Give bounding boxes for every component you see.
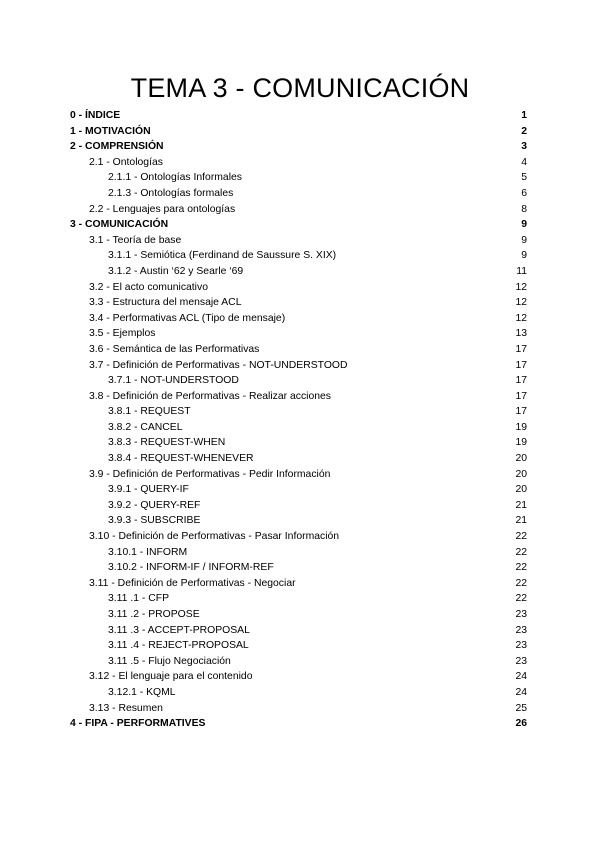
toc-entry-label: 2.1 - Ontologías — [89, 156, 163, 168]
toc-entry[interactable] — [70, 529, 527, 545]
toc-entry-label: 3.9.2 - QUERY-REF — [108, 499, 201, 511]
toc-entry-page-number: 20 — [515, 453, 527, 465]
toc-entry-page-number: 17 — [515, 406, 527, 418]
toc-entry[interactable] — [70, 545, 527, 561]
toc-entry[interactable] — [70, 186, 527, 202]
toc-entry[interactable] — [70, 280, 527, 296]
toc-entry-page-number: 24 — [515, 671, 527, 683]
toc-entry-page-number: 3 — [521, 141, 527, 153]
toc-entry-page-number: 25 — [515, 702, 527, 714]
toc-entry[interactable] — [70, 607, 527, 623]
toc-entry-label: 3.11 .1 - CFP — [108, 593, 170, 605]
toc-entry[interactable] — [70, 264, 527, 280]
toc-entry[interactable] — [70, 217, 527, 233]
toc-entry-label: 0 - ÍNDICE — [70, 110, 121, 121]
toc-entry-page-number: 23 — [515, 655, 527, 667]
toc-entry[interactable] — [70, 404, 527, 420]
toc-entry[interactable] — [70, 155, 527, 171]
toc-entry-page-number: 24 — [515, 686, 527, 698]
toc-entry-page-number: 12 — [515, 312, 527, 324]
toc-entry[interactable] — [70, 373, 527, 389]
toc-entry[interactable] — [70, 498, 527, 514]
toc-entry-page-number: 17 — [515, 359, 527, 371]
toc-entry-page-number: 1 — [521, 110, 527, 121]
toc-entry-label: 3.4 - Performativas ACL (Tipo de mensaje) — [89, 312, 286, 324]
toc-entry-page-number: 23 — [515, 640, 527, 652]
toc-entry-label: 3.1.1 - Semiótica (Ferdinand de Saussure S. XIX) — [108, 250, 337, 262]
toc-entry[interactable] — [70, 576, 527, 592]
toc-entry[interactable] — [70, 435, 527, 451]
toc-entry-label: 2.2 - Lenguajes para ontologías — [89, 203, 236, 215]
toc-entry-label: 3 - COMUNICACIÓN — [70, 219, 169, 231]
toc-entry-label: 3.1.2 - Austin ‘62 y Searle ‘69 — [108, 265, 244, 277]
toc-entry[interactable] — [70, 233, 527, 249]
toc-entry[interactable] — [70, 326, 527, 342]
toc-entry-label: 3.7.1 - NOT-UNDERSTOOD — [108, 375, 239, 387]
toc-entry[interactable] — [70, 623, 527, 639]
toc-entry[interactable] — [70, 358, 527, 374]
toc-entry-label: 3.8.4 - REQUEST-WHENEVER — [108, 453, 254, 465]
toc-entry[interactable] — [70, 669, 527, 685]
toc-entry-page-number: 23 — [515, 624, 527, 636]
toc-entry-page-number: 5 — [521, 172, 527, 184]
toc-entry-page-number: 17 — [515, 375, 527, 387]
toc-entry-label: 3.10 - Definición de Performativas - Pasar Información — [89, 531, 340, 543]
toc-entry-label: 2.1.3 - Ontologías formales — [108, 187, 234, 199]
toc-entry[interactable] — [70, 685, 527, 701]
toc-entry[interactable] — [70, 716, 527, 732]
toc-entry-page-number: 12 — [515, 297, 527, 309]
toc-entry-label: 3.12.1 - KQML — [108, 686, 176, 698]
toc-entry-label: 3.11 .5 - Flujo Negociación — [108, 655, 231, 667]
toc-entry[interactable] — [70, 513, 527, 529]
toc-entry[interactable] — [70, 654, 527, 670]
toc-entry[interactable] — [70, 482, 527, 498]
toc-entry-label: 3.8.3 - REQUEST-WHEN — [108, 437, 226, 449]
toc-entry-label: 3.11 .3 - ACCEPT-PROPOSAL — [108, 624, 250, 636]
toc-entry-page-number: 13 — [515, 328, 527, 340]
toc-entry-label: 3.9.3 - SUBSCRIBE — [108, 515, 201, 527]
toc-entry-label: 3.3 - Estructura del mensaje ACL — [89, 297, 242, 309]
toc-entry-page-number: 22 — [515, 546, 527, 558]
toc-entry-label: 2.1.1 - Ontologías Informales — [108, 172, 242, 184]
toc-entry-page-number: 22 — [515, 562, 527, 574]
toc-entry-label: 3.10.1 - INFORM — [108, 546, 188, 558]
toc-entry[interactable] — [70, 701, 527, 717]
toc-entry-page-number: 26 — [515, 718, 527, 730]
toc-entry[interactable] — [70, 170, 527, 186]
toc-entry-page-number: 9 — [521, 250, 527, 262]
toc-entry-label: 2 - COMPRENSIÓN — [70, 141, 164, 153]
toc-entry[interactable] — [70, 202, 527, 218]
toc-entry-label: 3.5 - Ejemplos — [89, 328, 156, 340]
toc-entry-page-number: 20 — [515, 468, 527, 480]
toc-entry-label: 3.6 - Semántica de las Performativas — [89, 343, 260, 355]
toc-entry-page-number: 22 — [515, 531, 527, 543]
toc-entry[interactable] — [70, 342, 527, 358]
toc-entry-label: 3.8.1 - REQUEST — [108, 406, 191, 418]
toc-entry[interactable] — [70, 591, 527, 607]
toc-entry[interactable] — [70, 248, 527, 264]
toc-entry-label: 3.9.1 - QUERY-IF — [108, 484, 189, 496]
toc-entry[interactable] — [70, 295, 527, 311]
toc-entry-label: 1 - MOTIVACIÓN — [70, 125, 151, 137]
toc-entry[interactable] — [70, 560, 527, 576]
toc-entry-label: 3.8 - Definición de Performativas - Realizar acciones — [89, 390, 331, 402]
toc-entry-page-number: 17 — [515, 390, 527, 402]
toc-entry-label: 3.1 - Teoría de base — [89, 234, 182, 246]
toc-entry-page-number: 21 — [515, 499, 527, 511]
toc-entry-label: 3.9 - Definición de Performativas - Pedir Información — [89, 468, 331, 480]
toc-entry[interactable] — [70, 124, 527, 140]
toc-entry-page-number: 8 — [521, 203, 527, 215]
toc-entry-page-number: 21 — [515, 515, 527, 527]
toc-entry[interactable] — [70, 311, 527, 327]
toc-entry-label: 3.11 .4 - REJECT-PROPOSAL — [108, 640, 249, 652]
page-title: TEMA 3 - COMUNICACIÓN — [130, 73, 470, 103]
table-of-contents — [70, 108, 527, 732]
toc-entry-label: 3.2 - El acto comunicativo — [89, 281, 208, 293]
toc-entry-label: 3.11 .2 - PROPOSE — [108, 609, 200, 620]
toc-entry-page-number: 6 — [521, 187, 527, 199]
toc-entry[interactable] — [70, 139, 527, 155]
toc-entry-page-number: 22 — [515, 577, 527, 589]
toc-entry[interactable] — [70, 638, 527, 654]
toc-entry[interactable] — [70, 389, 527, 405]
toc-entry-page-number: 19 — [515, 421, 527, 433]
toc-entry-label: 3.11 - Definición de Performativas - Negociar — [89, 577, 296, 589]
toc-entry-label: 3.7 - Definición de Performativas - NOT-UNDERSTOOD — [89, 359, 348, 371]
toc-entry-label: 3.13 - Resumen — [89, 702, 163, 714]
toc-entry-label: 4 - FIPA - PERFORMATIVES — [70, 718, 206, 730]
toc-entry-page-number: 4 — [521, 156, 527, 168]
toc-entry-page-number: 9 — [521, 219, 527, 231]
toc-entry-page-number: 12 — [515, 281, 527, 293]
toc-entry-page-number: 22 — [515, 593, 527, 605]
toc-entry[interactable] — [70, 420, 527, 436]
toc-entry-page-number: 9 — [521, 234, 527, 246]
toc-entry-page-number: 20 — [515, 484, 527, 496]
toc-entry-page-number: 2 — [521, 125, 527, 137]
toc-entry-page-number: 23 — [515, 609, 527, 620]
toc-entry-page-number: 11 — [516, 265, 527, 277]
toc-entry-label: 3.10.2 - INFORM-IF / INFORM-REF — [108, 562, 274, 574]
toc-entry-page-number: 17 — [515, 343, 527, 355]
toc-entry-label: 3.12 - El lenguaje para el contenido — [89, 671, 253, 683]
toc-entry[interactable] — [70, 451, 527, 467]
toc-entry[interactable] — [70, 108, 527, 124]
toc-entry[interactable] — [70, 467, 527, 483]
toc-entry-label: 3.8.2 - CANCEL — [108, 421, 183, 433]
toc-entry-page-number: 19 — [515, 437, 527, 449]
